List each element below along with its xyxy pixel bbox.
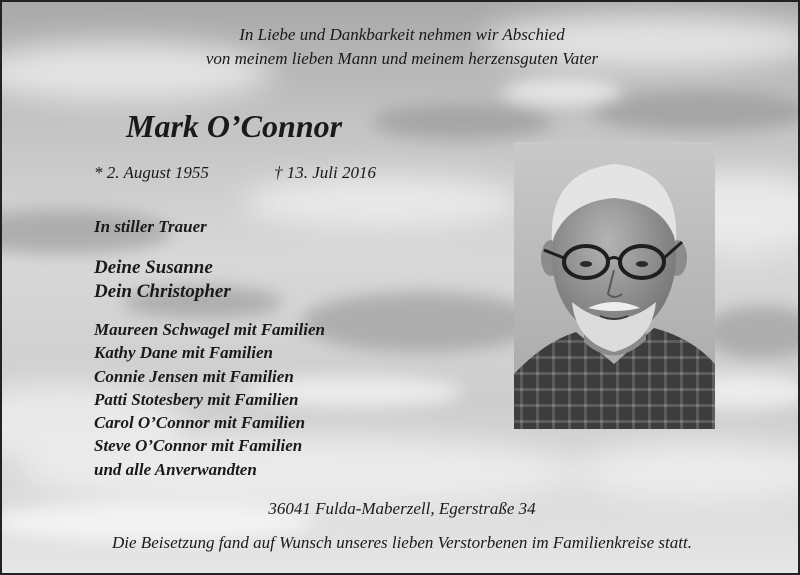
- intro-line-2: von meinem lieben Mann und meinem herzensguten Vater: [205, 49, 599, 68]
- relative-entry: Maureen Schwagel mit Familien: [94, 320, 325, 339]
- address: 36041 Fulda-Maberzell, Egerstraße 34: [268, 499, 536, 518]
- relative-entry: Connie Jensen mit Familien: [94, 366, 294, 386]
- portrait-photo: [514, 142, 715, 429]
- burial-note: Die Beisetzung fand auf Wunsch unseres lieben Verstorbenen im Familienkreise statt.: [112, 533, 692, 552]
- relative-entry: und alle Anverwandten: [94, 459, 257, 479]
- death-date: † 13. Juli 2016: [274, 163, 376, 182]
- portrait-image: [514, 142, 715, 429]
- mourning-heading: In stiller Trauer: [94, 217, 207, 236]
- deceased-name: Mark O’Connor: [126, 108, 343, 144]
- relatives-list: [94, 318, 325, 481]
- relative-entry: Kathy Dane mit Familien: [94, 343, 273, 363]
- intro-line-1: In Liebe und Dankbarkeit nehmen wir Abschied: [239, 25, 565, 44]
- relative-entry: Carol O’Connor mit Familien: [94, 413, 306, 433]
- relative-entry: Patti Stotesbery mit Familien: [94, 389, 299, 409]
- birth-date: * 2. August 1955: [94, 163, 209, 182]
- relative-entry: Steve O’Connor mit Familien: [94, 436, 303, 456]
- closest-mourner: Dein Christopher: [94, 281, 231, 302]
- closest-mourner: Deine Susanne: [94, 257, 213, 278]
